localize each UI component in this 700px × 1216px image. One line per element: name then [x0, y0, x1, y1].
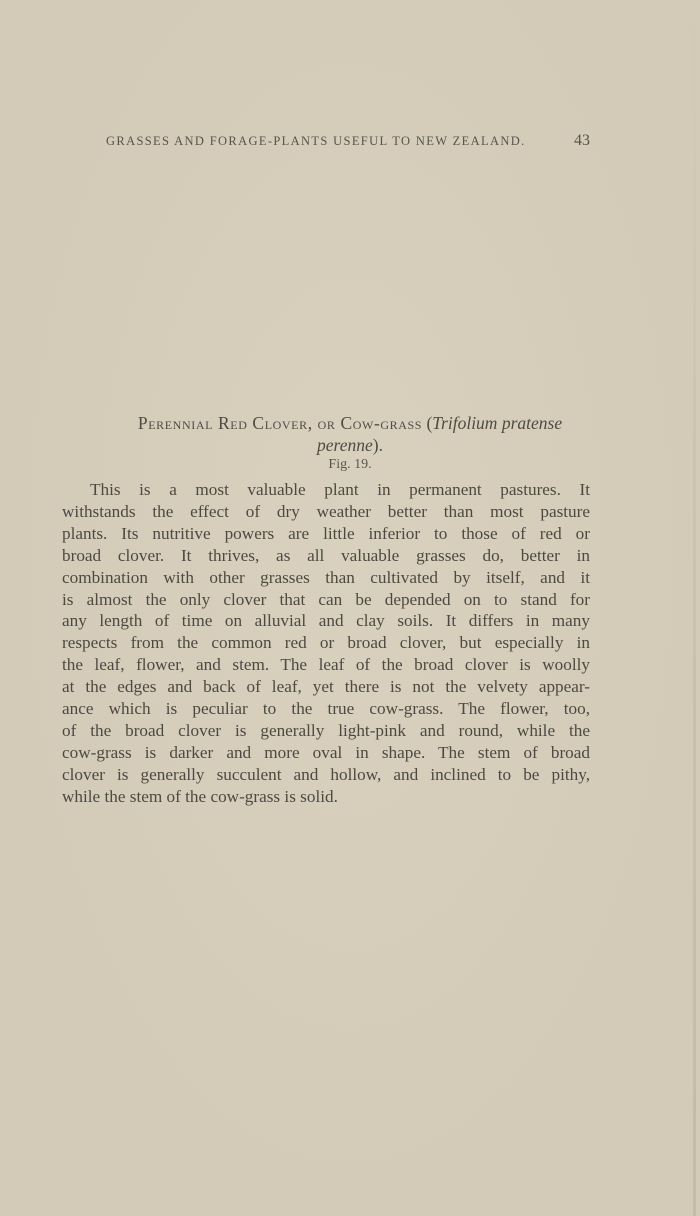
text-line: This is a most valuable plant in permanent pastures. It: [90, 480, 590, 499]
running-title: GRASSES AND FORAGE-PLANTS USEFUL TO NEW ZEALAND.: [106, 134, 526, 148]
page-edge-shadow: [693, 0, 696, 1216]
text-line: while the stem of the cow-grass is solid.: [62, 786, 338, 806]
text-line: the leaf, flower, and stem. The leaf of the broad clover is woolly: [62, 655, 590, 675]
text-line: plants. Its nutritive powers are little inferior to those of red or: [62, 523, 590, 543]
text-line: any length of time on alluvial and clay soils. It differs in many: [62, 611, 590, 631]
figure-caption: Fig. 19.: [328, 457, 372, 472]
text-line: of the broad clover is generally light-pink and round, while the: [62, 720, 590, 740]
scientific-name-part2: perenne: [317, 435, 373, 455]
text-line: broad clover. It thrives, as all valuable grasses do, better in: [62, 545, 590, 565]
text-line: ance which is peculiar to the true cow-grass. The flower, too,: [62, 699, 590, 719]
text-line: cow-grass is darker and more oval in shape. The stem of broad: [62, 742, 590, 762]
running-head: [106, 132, 590, 152]
heading-close: ).: [372, 435, 383, 455]
section-heading: [62, 412, 638, 456]
text-line: at the edges and back of leaf, yet there is not the velvety appear-: [62, 677, 590, 697]
scientific-name-part1: Trifolium pratense: [432, 413, 563, 433]
common-name: Perennial Red Clover, or Cow-grass: [137, 413, 423, 433]
text-line: respects from the common red or broad clover, but especially in: [62, 633, 590, 653]
text-line: withstands the effect of dry weather better than most pasture: [62, 501, 590, 521]
open-paren: (: [426, 413, 433, 433]
text-line: clover is generally succulent and hollow, and inclined to be pithy,: [62, 764, 590, 784]
body-paragraph: [62, 479, 590, 808]
text-line: is almost the only clover that can be depended on to stand for: [62, 589, 590, 609]
text-line: combination with other grasses than cultivated by itself, and it: [62, 567, 590, 587]
page-number: 43: [574, 132, 590, 149]
